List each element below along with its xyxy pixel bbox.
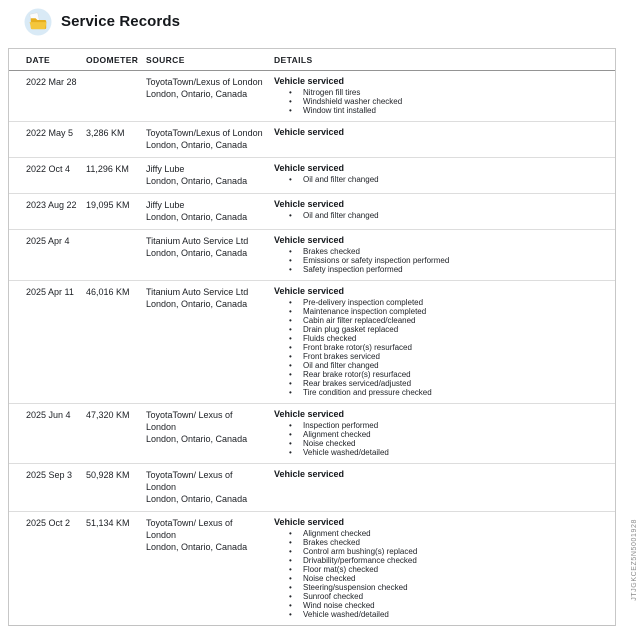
cell-odometer: 19,095 KM — [86, 200, 130, 210]
cell-date: 2025 Apr 4 — [26, 236, 70, 246]
cell-odometer: 11,296 KM — [86, 164, 129, 174]
cell-details — [274, 163, 615, 187]
details-title: Vehicle serviced — [274, 235, 345, 245]
cell-source — [146, 163, 274, 187]
service-detail-item: • Nitrogen fill tires — [274, 88, 605, 97]
source-location: London, Ontario, Canada — [146, 248, 248, 258]
cell-date: 2025 Oct 2 — [26, 518, 71, 528]
service-detail-item: • Alignment checked — [274, 529, 605, 538]
service-records-folder-icon — [24, 8, 52, 36]
source-location: London, Ontario, Canada — [146, 494, 248, 504]
service-detail-item: • Rear brakes serviced/adjusted — [274, 379, 605, 388]
cell-details — [274, 127, 615, 151]
table-row — [9, 157, 615, 193]
source-name: Jiffy Lube — [146, 164, 185, 174]
service-detail-item: • Fluids checked — [274, 334, 605, 343]
table-row — [9, 71, 615, 121]
source-name: ToyotaTown/ Lexus of London — [146, 410, 233, 432]
cell-date: 2025 Jun 4 — [26, 410, 71, 420]
table-row — [9, 193, 615, 229]
service-records-table — [8, 48, 616, 626]
service-detail-item: • Oil and filter changed — [274, 175, 605, 184]
details-list — [274, 175, 605, 184]
source-location: London, Ontario, Canada — [146, 299, 248, 309]
cell-details — [274, 409, 615, 457]
service-detail-item: • Brakes checked — [274, 538, 605, 547]
table-row — [9, 229, 615, 280]
cell-details — [274, 235, 615, 274]
cell-odometer: 46,016 KM — [86, 287, 130, 297]
source-location: London, Ontario, Canada — [146, 542, 248, 552]
service-detail-item: • Emissions or safety inspection performed — [274, 256, 605, 265]
table-header-row — [9, 49, 615, 71]
cell-source — [146, 469, 274, 505]
service-detail-item: • Oil and filter changed — [274, 211, 605, 220]
source-name: ToyotaTown/Lexus of London — [146, 77, 263, 87]
cell-source — [146, 409, 274, 457]
service-detail-item: • Window tint installed — [274, 106, 605, 115]
cell-details — [274, 469, 615, 505]
service-detail-item: • Control arm bushing(s) replaced — [274, 547, 605, 556]
details-title: Vehicle serviced — [274, 409, 345, 419]
service-detail-item: • Tire condition and pressure checked — [274, 388, 605, 397]
service-detail-item: • Maintenance inspection completed — [274, 307, 605, 316]
cell-odometer: 3,286 KM — [86, 128, 125, 138]
cell-date: 2022 Oct 4 — [26, 164, 71, 174]
table-row — [9, 511, 615, 625]
details-list — [274, 247, 605, 274]
service-detail-item: • Drivability/performance checked — [274, 556, 605, 565]
cell-odometer: 51,134 KM — [86, 518, 130, 528]
details-title: Vehicle serviced — [274, 76, 345, 86]
service-detail-item: • Windshield washer checked — [274, 97, 605, 106]
cell-details — [274, 76, 615, 115]
cell-odometer: 50,928 KM — [86, 470, 130, 480]
source-name: Jiffy Lube — [146, 200, 185, 210]
source-location: London, Ontario, Canada — [146, 176, 248, 186]
details-list — [274, 211, 605, 220]
service-detail-item: • Front brake rotor(s) resurfaced — [274, 343, 605, 352]
details-list — [274, 88, 605, 115]
details-list — [274, 529, 605, 619]
service-detail-item: • Floor mat(s) checked — [274, 565, 605, 574]
cell-date: 2025 Sep 3 — [26, 470, 73, 480]
service-detail-item: • Rear brake rotor(s) resurfaced — [274, 370, 605, 379]
service-detail-item: • Wind noise checked — [274, 601, 605, 610]
source-name: ToyotaTown/ Lexus of London — [146, 470, 233, 492]
details-title: Vehicle serviced — [274, 199, 345, 209]
cell-details — [274, 199, 615, 223]
cell-details — [274, 286, 615, 397]
source-name: ToyotaTown/Lexus of London — [146, 128, 263, 138]
table-body — [9, 71, 615, 625]
service-detail-item: • Safety inspection performed — [274, 265, 605, 274]
cell-source — [146, 286, 274, 397]
service-detail-item: • Pre-delivery inspection completed — [274, 298, 605, 307]
service-detail-item: • Steering/suspension checked — [274, 583, 605, 592]
cell-odometer — [86, 235, 146, 274]
column-header-odometer: ODOMETER — [86, 54, 139, 65]
service-detail-item: • Front brakes serviced — [274, 352, 605, 361]
cell-date: 2022 May 5 — [26, 128, 74, 138]
cell-date: 2025 Apr 11 — [26, 287, 74, 297]
cell-source — [146, 76, 274, 115]
source-name: ToyotaTown/ Lexus of London — [146, 518, 233, 540]
column-header-details: DETAILS — [274, 54, 313, 65]
table-row — [9, 121, 615, 157]
page-title: Service Records — [61, 13, 181, 30]
cell-details — [274, 517, 615, 619]
cell-odometer: 47,320 KM — [86, 410, 130, 420]
column-header-source: SOURCE — [146, 54, 185, 65]
details-list — [274, 298, 605, 397]
service-detail-item: • Cabin air filter replaced/cleaned — [274, 316, 605, 325]
cell-source — [146, 235, 274, 274]
table-row — [9, 463, 615, 511]
service-detail-item: • Noise checked — [274, 439, 605, 448]
cell-date: 2022 Mar 28 — [26, 77, 77, 87]
source-location: London, Ontario, Canada — [146, 89, 248, 99]
details-list — [274, 421, 605, 457]
service-detail-item: • Sunroof checked — [274, 592, 605, 601]
source-location: London, Ontario, Canada — [146, 434, 248, 444]
cell-odometer — [86, 76, 146, 115]
source-name: Titanium Auto Service Ltd — [146, 287, 249, 297]
service-detail-item: • Vehicle washed/detailed — [274, 448, 605, 457]
service-detail-item: • Inspection performed — [274, 421, 605, 430]
table-row — [9, 280, 615, 403]
cell-source — [146, 517, 274, 619]
column-header-date: DATE — [26, 54, 51, 65]
cell-date: 2023 Aug 22 — [26, 200, 77, 210]
service-detail-item: • Vehicle washed/detailed — [274, 610, 605, 619]
vin-sidebar-text: JTJGKCEZ5N5001928 — [631, 519, 638, 601]
cell-source — [146, 199, 274, 223]
details-title: Vehicle serviced — [274, 286, 345, 296]
details-title: Vehicle serviced — [274, 127, 345, 137]
details-title: Vehicle serviced — [274, 163, 345, 173]
service-detail-item: • Alignment checked — [274, 430, 605, 439]
details-title: Vehicle serviced — [274, 469, 345, 479]
cell-source — [146, 127, 274, 151]
details-title: Vehicle serviced — [274, 517, 345, 527]
source-name: Titanium Auto Service Ltd — [146, 236, 249, 246]
source-location: London, Ontario, Canada — [146, 140, 248, 150]
section-header — [0, 0, 640, 38]
service-detail-item: • Brakes checked — [274, 247, 605, 256]
source-location: London, Ontario, Canada — [146, 212, 248, 222]
service-detail-item: • Noise checked — [274, 574, 605, 583]
service-detail-item: • Drain plug gasket replaced — [274, 325, 605, 334]
table-row — [9, 403, 615, 463]
service-detail-item: • Oil and filter changed — [274, 361, 605, 370]
